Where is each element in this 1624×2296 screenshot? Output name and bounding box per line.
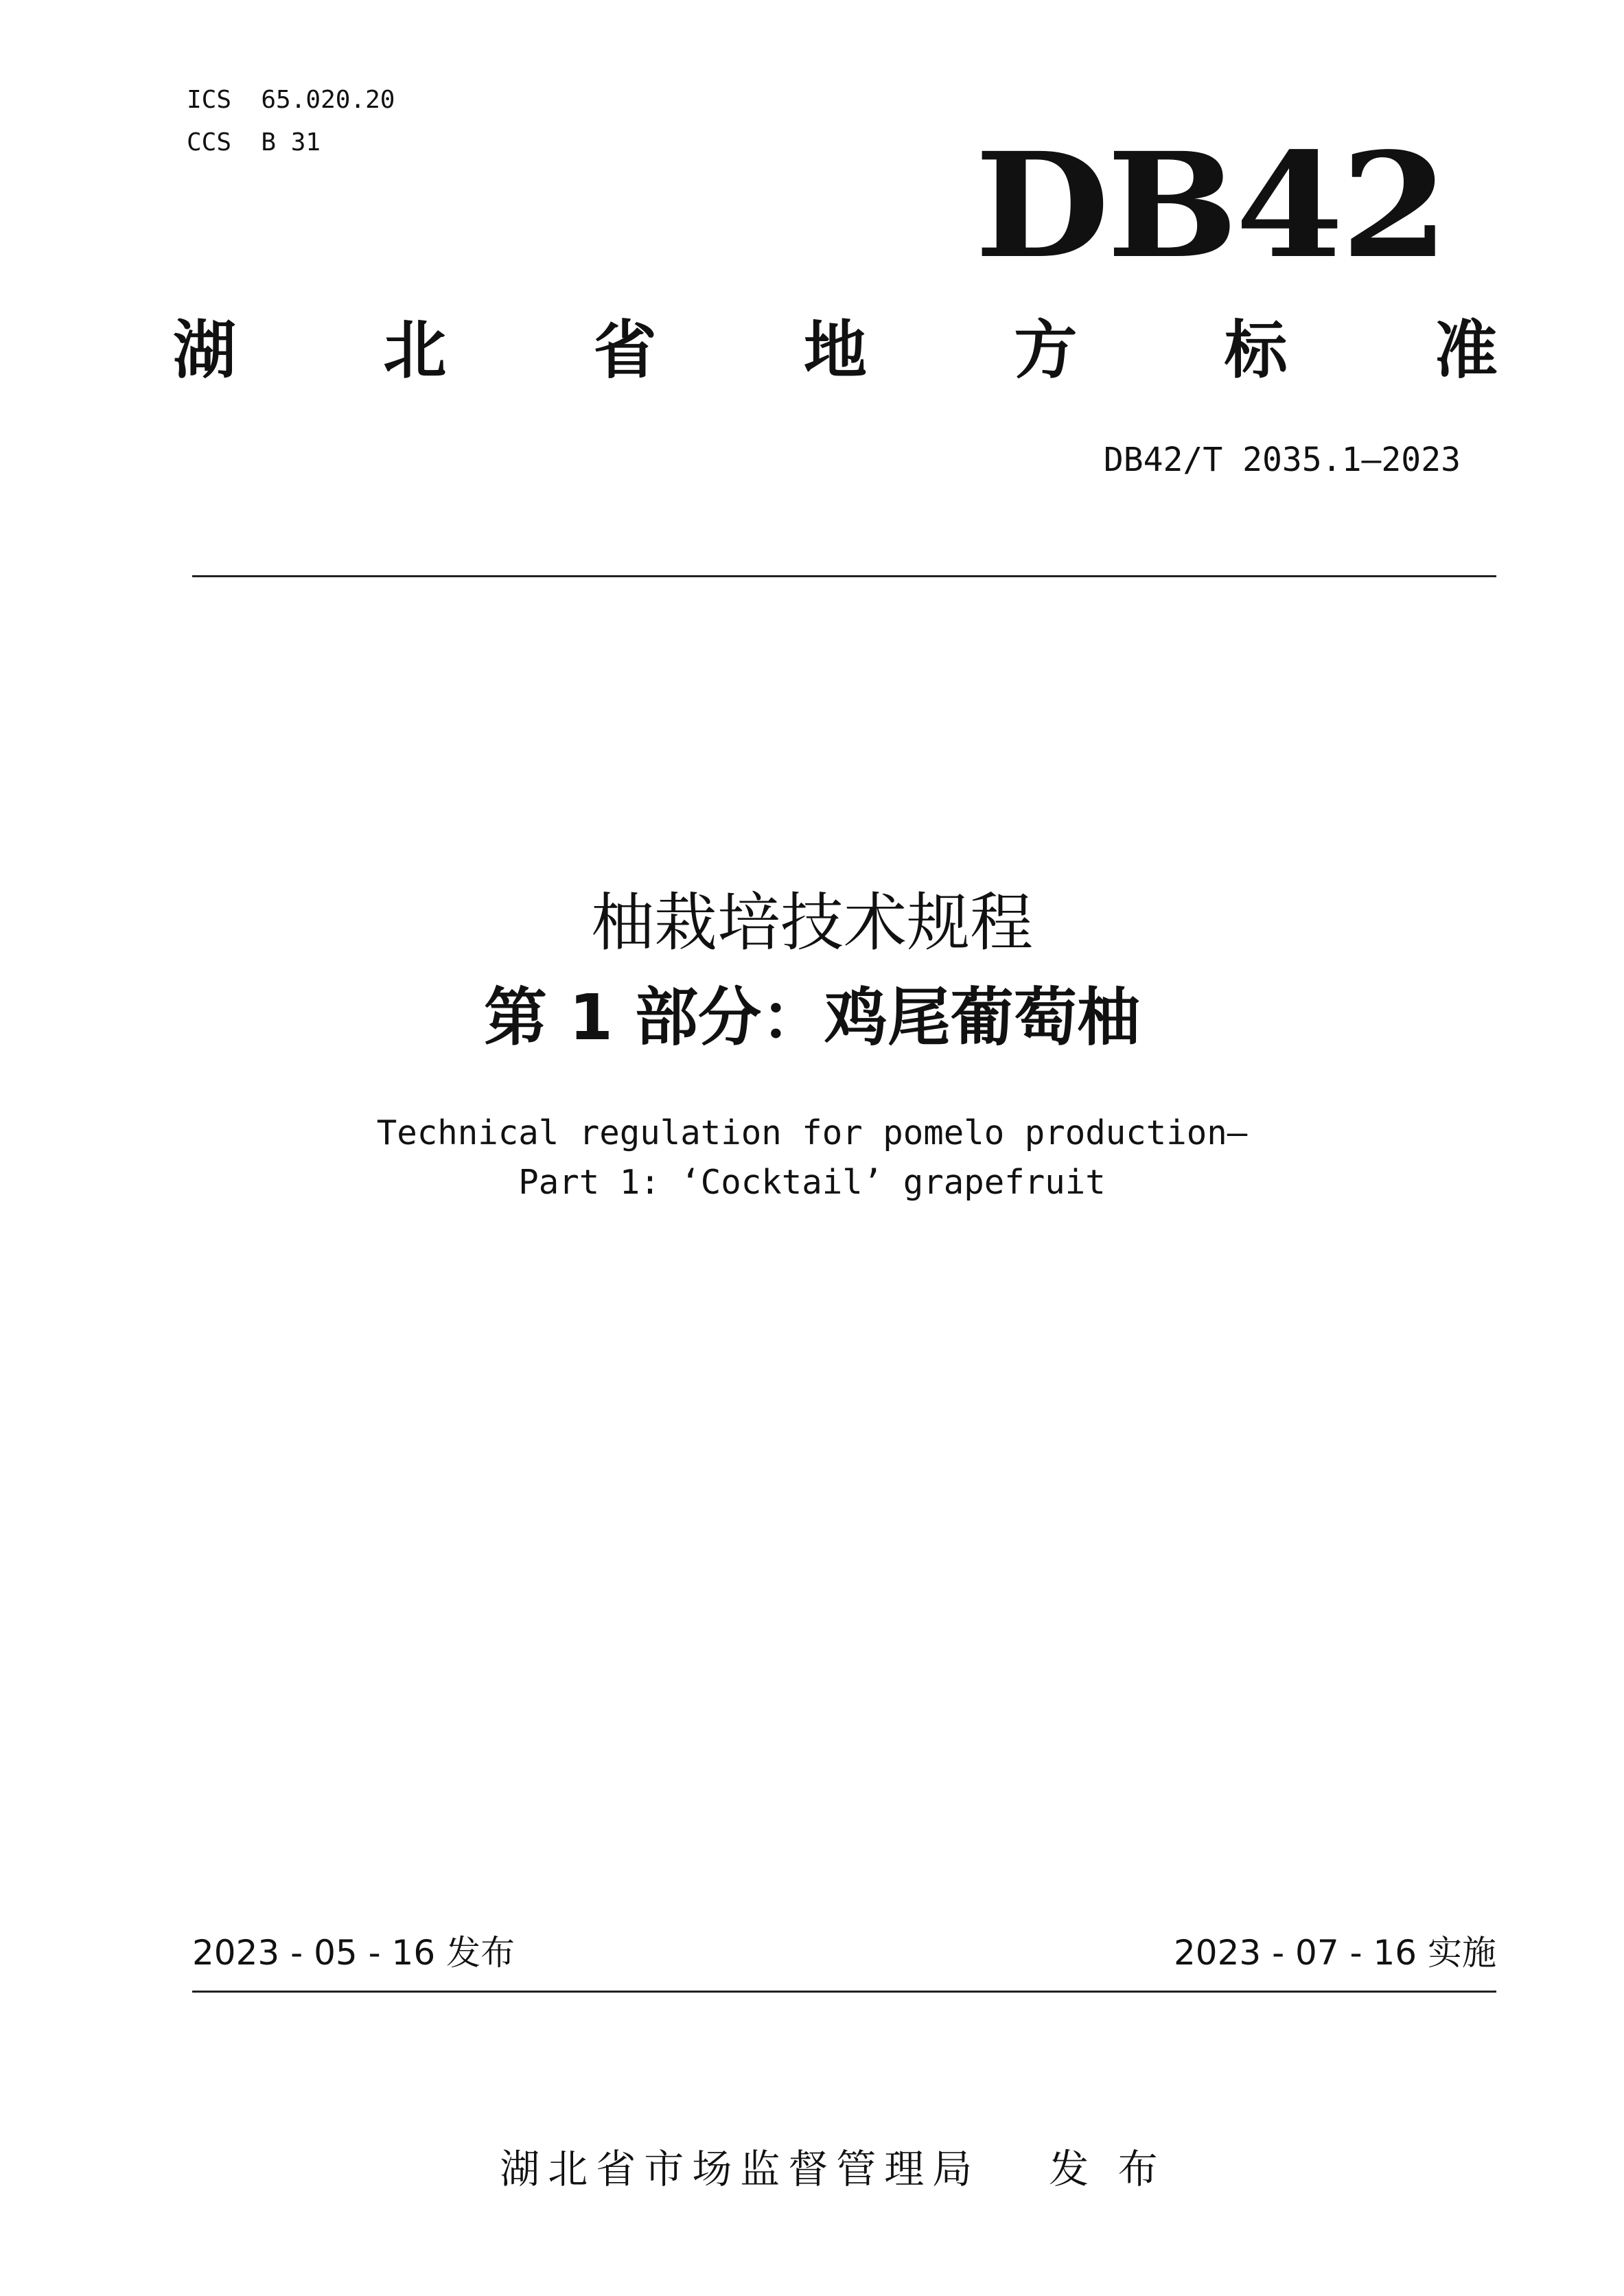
- title-chinese-line-1: 柚栽培技术规程: [590, 886, 1033, 960]
- title-english-line-1: Technical regulation for pomelo production—: [376, 1113, 1248, 1152]
- standard-type-char: 北: [383, 314, 447, 387]
- ccs-code: CCS B 31: [187, 128, 321, 156]
- issue-date: 2023 - 05 - 16 发布: [192, 1933, 515, 1973]
- header-divider: [192, 575, 1496, 577]
- standard-type-char: 标: [1224, 314, 1288, 387]
- standard-number: DB42/T 2035.1—2023: [1103, 441, 1461, 479]
- ics-code: ICS 65.020.20: [187, 86, 395, 114]
- standard-type-char: 地: [803, 314, 867, 387]
- standard-type-char: 方: [1014, 314, 1078, 387]
- standard-type-char: 准: [1434, 314, 1498, 387]
- issuer-line: [0, 2087, 1624, 2196]
- standard-logo: DB42: [975, 121, 1446, 290]
- standard-type-char: 湖: [173, 314, 237, 387]
- title-english-line-2: Part 1: ‘Cocktail’ grapefruit: [518, 1163, 1106, 1202]
- standard-type-heading: [173, 313, 1498, 389]
- issuer-name: 湖北省市场监督管理局: [500, 2146, 981, 2192]
- title-chinese-line-2: 第 1 部分：鸡尾葡萄柚: [483, 981, 1141, 1054]
- standard-type-char: 省: [593, 314, 657, 387]
- footer-divider: [192, 1991, 1496, 1993]
- implementation-date: 2023 - 07 - 16 实施: [1173, 1933, 1496, 1973]
- issuer-action: 发 布: [1049, 2146, 1166, 2192]
